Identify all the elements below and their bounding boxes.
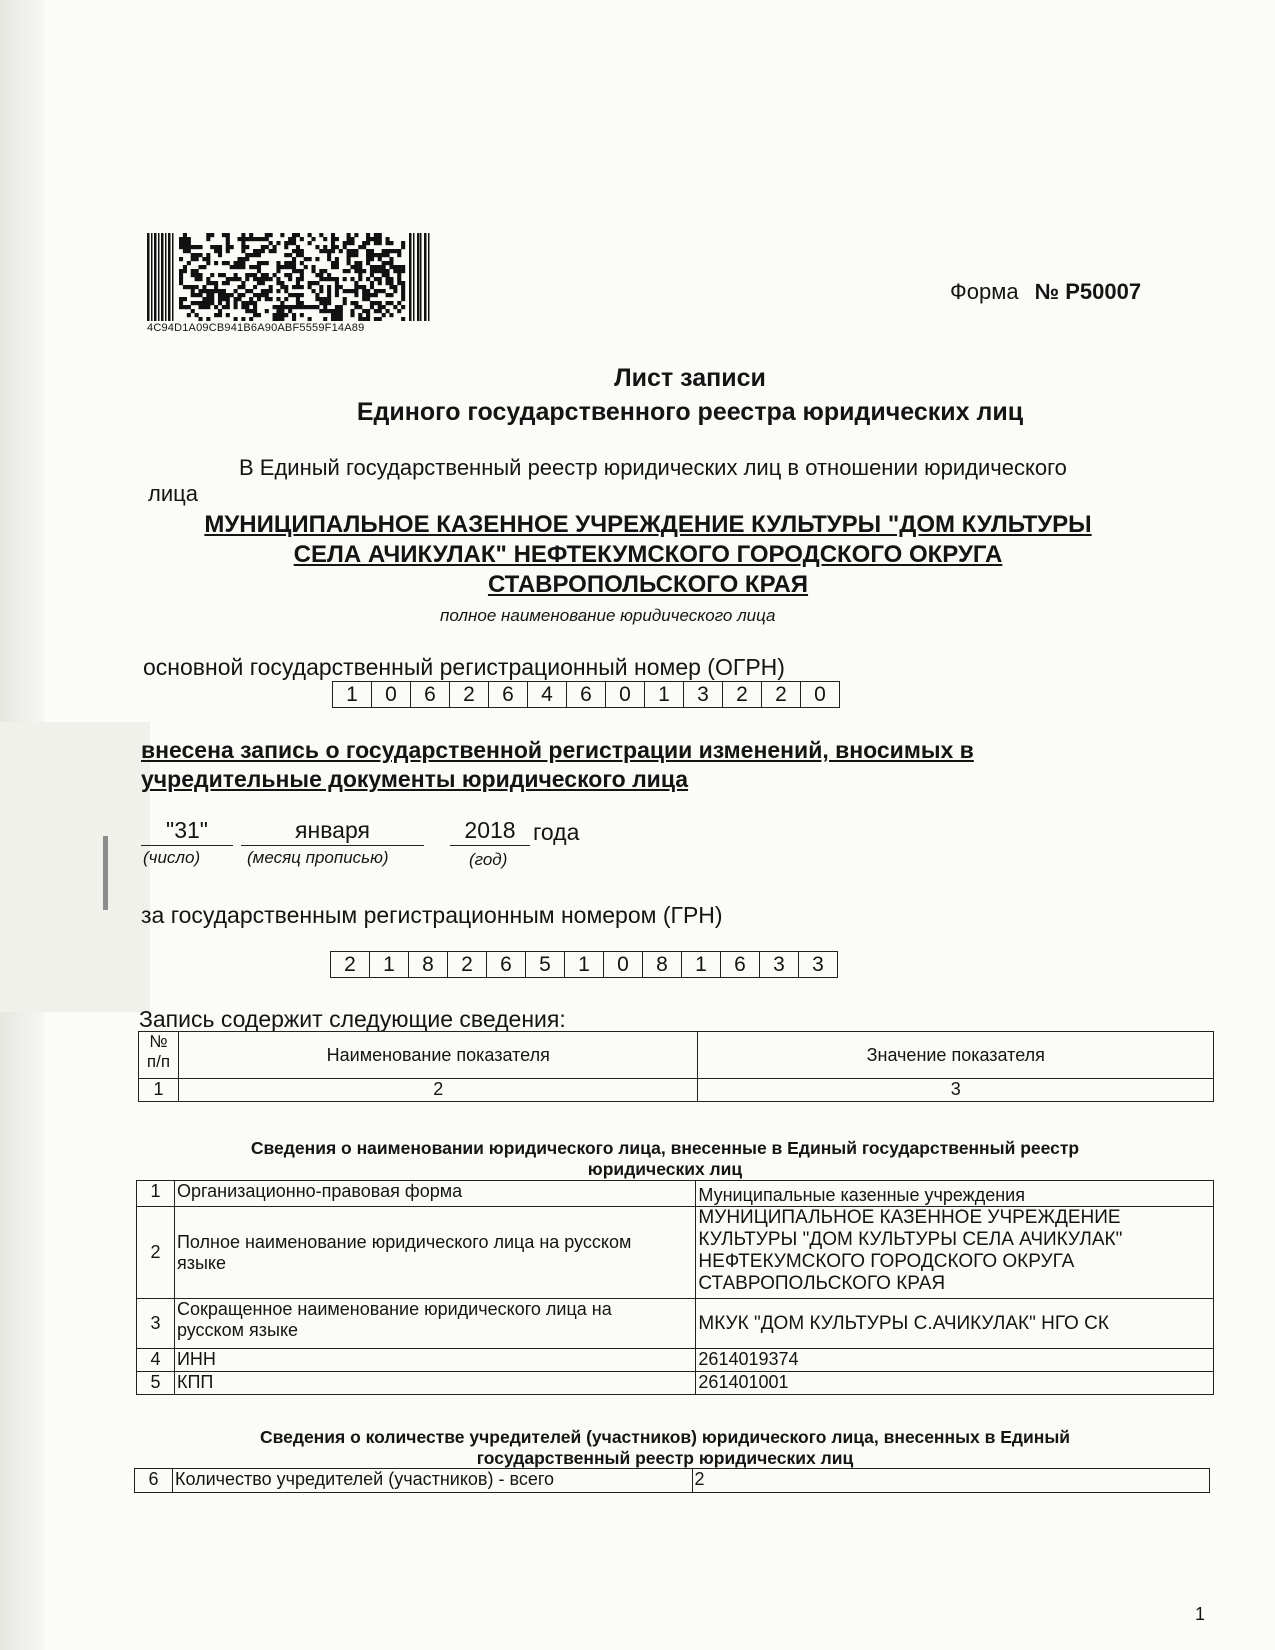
form-code: № Р50007 xyxy=(1034,279,1142,304)
row-value: 261401001 xyxy=(696,1372,1214,1395)
row-value-line-4: СТАВРОПОЛЬСКОГО КРАЯ xyxy=(698,1273,946,1294)
section-2-title xyxy=(170,1427,1160,1469)
digit-cell: 3 xyxy=(759,952,798,977)
barcode-code: 4C94D1A09CB941B6A90ABF5559F14A89 xyxy=(147,322,365,334)
org-name-line-2: СЕЛА АЧИКУЛАК" НЕФТЕКУМСКОГО ГОРОДСКОГО ОКРУГА xyxy=(293,541,1003,568)
org-name-caption: полное наименование юридического лица xyxy=(440,606,776,625)
row-num: 3 xyxy=(137,1299,175,1349)
row-name-line-2: русском языке xyxy=(176,1320,299,1340)
digit-cell: 6 xyxy=(410,682,449,707)
date-day-caption: (число) xyxy=(143,848,201,867)
org-full-name xyxy=(148,510,1148,600)
header-value: Значение показателя xyxy=(698,1032,1214,1079)
row-name-line-1: Полное наименование юридического лица на русском xyxy=(176,1231,632,1252)
page-title: Лист записи xyxy=(614,364,766,392)
digit-cell: 6 xyxy=(486,952,525,977)
record-line-2: учредительные документы юридического лица xyxy=(141,766,689,792)
row-name xyxy=(174,1207,695,1299)
intro-line-1: В Единый государственный реестр юридических лиц в отношении юридического xyxy=(239,455,1067,480)
digit-cell: 8 xyxy=(642,952,681,977)
date-suffix: года xyxy=(533,819,580,845)
section-1-title xyxy=(170,1138,1160,1180)
section-2-title-line-2: государственный реестр юридических лиц xyxy=(476,1448,854,1468)
scan-mark xyxy=(103,836,108,910)
section-1-title-line-2: юридических лиц xyxy=(587,1159,743,1179)
grn-digits xyxy=(330,951,838,978)
digit-cell: 3 xyxy=(798,952,837,977)
digit-cell: 8 xyxy=(408,952,447,977)
ogrn-label: основной государственный регистрационный номер (ОГРН) xyxy=(143,654,785,680)
page-subtitle: Единого государственного реестра юридических лиц xyxy=(356,398,1024,426)
col-index-1: 1 xyxy=(139,1079,179,1102)
col-index-3: 3 xyxy=(698,1079,1214,1102)
grn-label: за государственным регистрационным номером (ГРН) xyxy=(141,902,723,928)
digit-cell: 6 xyxy=(488,682,527,707)
row-num: 6 xyxy=(135,1469,173,1493)
barcode-image xyxy=(147,233,432,321)
digit-cell: 1 xyxy=(346,683,358,706)
row-value-line-1: МУНИЦИПАЛЬНОЕ КАЗЕННОЕ УЧРЕЖДЕНИЕ xyxy=(698,1207,1121,1228)
section-1-table xyxy=(136,1180,1214,1395)
ogrn-digits xyxy=(332,681,840,708)
digit-cell: 6 xyxy=(720,952,759,977)
contents-header-table xyxy=(138,1031,1214,1102)
digit-cell: 2 xyxy=(722,682,761,707)
digit-cell: 6 xyxy=(566,682,605,707)
digit-cell: 0 xyxy=(605,682,644,707)
digit-cell: 0 xyxy=(371,682,410,707)
date-year-caption: (год) xyxy=(469,850,508,869)
row-value: Муниципальные казенные учреждения xyxy=(696,1181,1214,1207)
table-row xyxy=(135,1469,1210,1493)
row-num: 4 xyxy=(137,1349,175,1372)
digit-cell: 0 xyxy=(603,952,642,977)
contents-label: Запись содержит следующие сведения: xyxy=(139,1006,566,1032)
row-name: Организационно-правовая форма xyxy=(174,1181,695,1207)
org-name-line-1: МУНИЦИПАЛЬНОЕ КАЗЕННОЕ УЧРЕЖДЕНИЕ КУЛЬТУРЫ "ДОМ КУЛЬТУРЫ xyxy=(204,511,1092,538)
org-name-line-3: СТАВРОПОЛЬСКОГО КРАЯ xyxy=(487,571,809,598)
section-2-table xyxy=(134,1468,1210,1493)
header-name: Наименование показателя xyxy=(178,1032,698,1079)
row-name: ИНН xyxy=(174,1349,695,1372)
row-name-line-2: языке xyxy=(176,1252,226,1273)
form-label: Форма xyxy=(950,279,1019,304)
date-day: "31" xyxy=(141,815,233,846)
row-value-line-3: НЕФТЕКУМСКОГО ГОРОДСКОГО ОКРУГА xyxy=(698,1251,1075,1272)
scan-patch xyxy=(0,722,150,1012)
row-num: 5 xyxy=(137,1372,175,1395)
digit-cell: 2 xyxy=(344,953,356,976)
form-number xyxy=(950,279,1141,305)
row-value xyxy=(696,1207,1214,1299)
digit-cell: 3 xyxy=(683,682,722,707)
intro-line-2: лица xyxy=(148,481,198,506)
digit-cell: 1 xyxy=(681,952,720,977)
row-num: 2 xyxy=(137,1207,175,1299)
date-month: января xyxy=(241,815,424,846)
row-value: МКУК "ДОМ КУЛЬТУРЫ С.АЧИКУЛАК" НГО СК xyxy=(696,1299,1214,1349)
digit-cell: 5 xyxy=(525,952,564,977)
digit-cell: 1 xyxy=(564,952,603,977)
table-row xyxy=(137,1299,1214,1349)
table-row xyxy=(137,1181,1214,1207)
row-name-line-1: Сокращенное наименование юридического лица на xyxy=(176,1299,612,1319)
col-index-2: 2 xyxy=(178,1079,698,1102)
header-num: № п/п xyxy=(139,1032,179,1079)
date-month-caption: (месяц прописью) xyxy=(247,848,389,867)
section-1-title-line-1: Сведения о наименовании юридического лица, внесенные в Единый государственный реестр xyxy=(250,1138,1080,1158)
row-value-line-2: КУЛЬТУРЫ "ДОМ КУЛЬТУРЫ СЕЛА АЧИКУЛАК" xyxy=(698,1229,1123,1250)
digit-cell: 0 xyxy=(800,682,839,707)
page-number: 1 xyxy=(1195,1604,1206,1624)
table-row xyxy=(137,1349,1214,1372)
row-name: Количество учредителей (участников) - всего xyxy=(172,1469,692,1493)
row-name xyxy=(174,1299,695,1349)
row-value: 2 xyxy=(692,1469,1209,1493)
table-row xyxy=(137,1207,1214,1299)
row-num: 1 xyxy=(137,1181,175,1207)
digit-cell: 2 xyxy=(447,952,486,977)
digit-cell: 2 xyxy=(449,682,488,707)
digit-cell: 1 xyxy=(644,682,683,707)
row-name: КПП xyxy=(174,1372,695,1395)
section-2-title-line-1: Сведения о количестве учредителей (участников) юридического лица, внесенных в Единый xyxy=(259,1427,1071,1447)
digit-cell: 4 xyxy=(527,682,566,707)
record-line-1: внесена запись о государственной регистрации изменений, вносимых в xyxy=(141,737,974,763)
table-row xyxy=(137,1372,1214,1395)
digit-cell: 2 xyxy=(761,682,800,707)
date-year: 2018 xyxy=(450,815,530,846)
row-value: 2614019374 xyxy=(696,1349,1214,1372)
digit-cell: 1 xyxy=(369,952,408,977)
